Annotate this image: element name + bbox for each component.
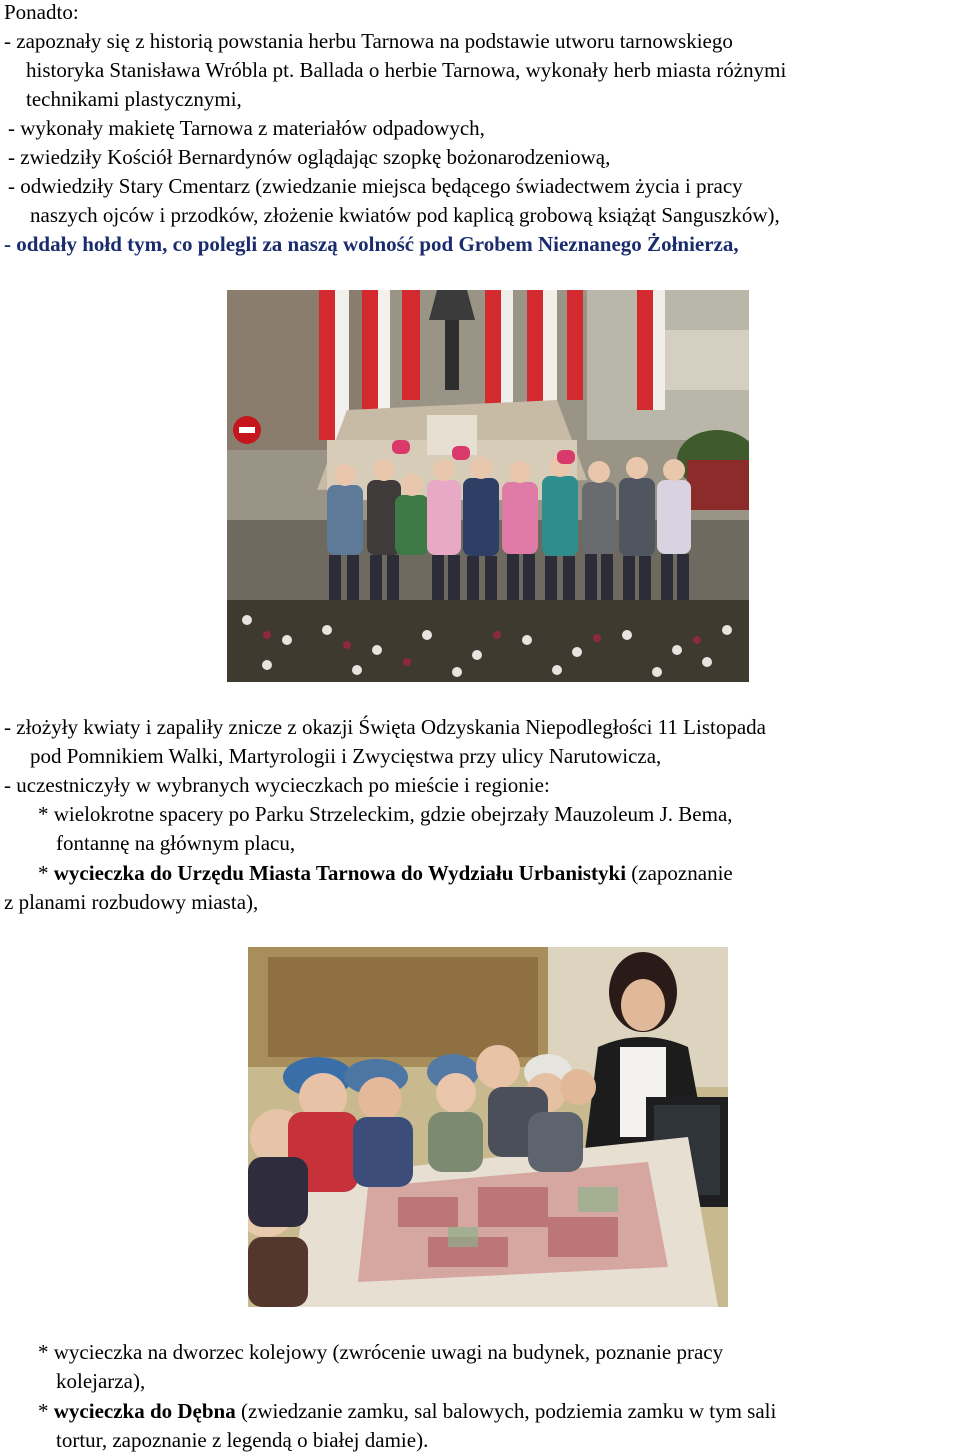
line-prefix: - o	[4, 232, 27, 256]
text-line: * wielokrotne spacery po Parku Strzeleckim, gdzie obejrzały Mauzoleum J. Bema,	[38, 802, 733, 826]
debno-trip-line	[38, 1397, 776, 1426]
debno-trip-rest: (zwiedzanie zamku, sal balowych, podziemia zamku w tym sali	[235, 1399, 777, 1423]
line-bold-text: ddały hołd tym, co polegli za naszą wolność pod Grobem Nieznanego Żołnierza,	[26, 232, 739, 256]
text-line: - zwiedziły Kościół Bernardynów oglądając szopkę bożonarodzeniową,	[8, 145, 611, 169]
group-photo-monument	[227, 290, 749, 682]
bullet: *	[38, 1399, 54, 1423]
city-hall-trip-bold: wycieczka do Urzędu Miasta Tarnowa do Wydziału Urbanistyki	[53, 861, 627, 885]
text-line: * wycieczka na dworzec kolejowy (zwrócenie uwagi na budynek, poznanie pracy	[38, 1340, 724, 1364]
text-line: tortur, zapoznanie z legendą o białej damie).	[56, 1428, 429, 1452]
city-hall-trip-line	[38, 859, 733, 888]
text-line: pod Pomnikiem Walki, Martyrologii i Zwycięstwa przy ulicy Narutowicza,	[30, 744, 662, 768]
text-line: - odwiedziły Stary Cmentarz (zwiedzanie miejsca będącego świadectwem życia i pracy	[8, 174, 743, 198]
debno-trip-bold: wycieczka do Dębna	[53, 1399, 236, 1423]
text-line: technikami plastycznymi,	[26, 87, 242, 111]
heading-ponadto: Ponadto:	[4, 0, 79, 24]
text-line: fontannę na głównym placu,	[56, 831, 296, 855]
bullet: *	[38, 861, 54, 885]
tomb-unknown-soldier-line	[4, 230, 739, 259]
children-city-map-photo	[248, 947, 728, 1307]
city-hall-trip-rest: (zapoznanie	[626, 861, 733, 885]
text-line: kolejarza),	[56, 1369, 146, 1393]
text-line: historyka Stanisława Wróbla pt. Ballada o herbie Tarnowa, wykonały herb miasta różnymi	[26, 58, 787, 82]
text-line: naszych ojców i przodków, złożenie kwiatów pod kaplicą grobową książąt Sanguszków),	[30, 203, 780, 227]
text-line: z planami rozbudowy miasta),	[4, 890, 259, 914]
text-line: - uczestniczyły w wybranych wycieczkach po mieście i regionie:	[4, 773, 550, 797]
text-line: - złożyły kwiaty i zapaliły znicze z okazji Święta Odzyskania Niepodległości 11 Listopada	[4, 715, 766, 739]
text-line: - zapoznały się z historią powstania herbu Tarnowa na podstawie utworu tarnowskiego	[4, 29, 733, 53]
text-line: - wykonały makietę Tarnowa z materiałów odpadowych,	[8, 116, 485, 140]
